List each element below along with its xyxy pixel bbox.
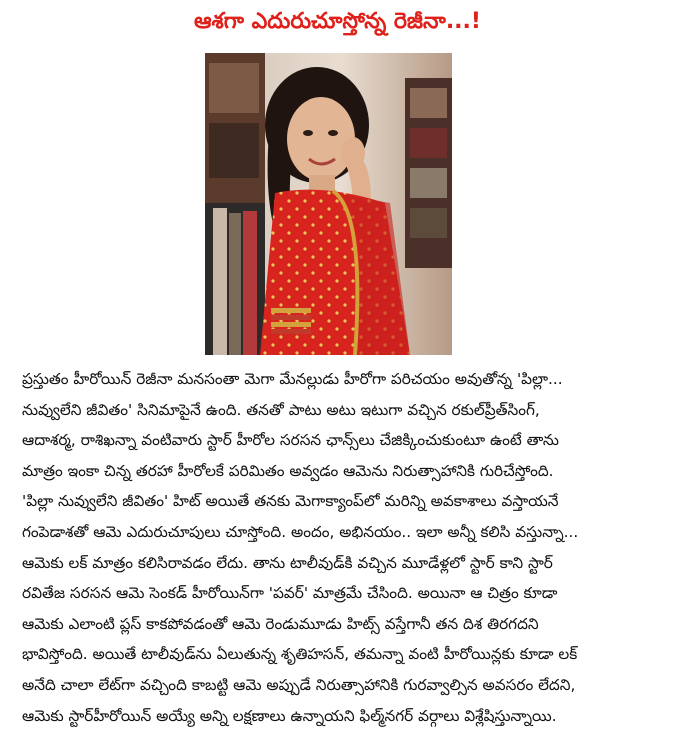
article-photo [205,53,452,355]
article-line: భావిస్తోంది. అయితే టాలీవుడ్‌ను ఏలుతున్న శృతిహసన్, తమన్నా వంటి హీరోయిన్లకు కూడా లక్ [22,645,578,664]
article-line: అనేది చాలా లేట్‌గా వచ్చింది కాబట్టి ఆమె అప్పుడే నిరుత్సాహానికి గురవ్వాల్సిన అవసరం లేదని, [22,675,576,694]
article-line: ప్రస్తుతం హీరోయిన్ రెజీనా మనసంతా మెగా మేనల్లుడు హీరోగా పరిచయం అవుతోన్న 'పిల్లా... [22,370,563,388]
article-line: రవితేజ సరసన ఆమె సెంకడ్ హీరోయిన్‌గా 'పవర్' మాత్రమే చేసింది. అయినా ఆ చిత్రం కూడా [22,584,558,603]
article-line: ఆమెకు లక్ మాత్రం కలిసిరావడం లేదు. తాను టాలీవుడ్‌కి వచ్చిన మూడేళ్లలో స్టార్ కాని స్టార్ [22,553,553,572]
article-body [22,364,662,731]
article-line: ఆదాశర్మ, రాశిఖన్నా వంటివారు స్టార్ హీరోల సరసన ఛాన్స్‌లు చేజిక్కించుకుంటూ ఉంటే తాను [22,431,559,450]
article-line: ఆమెకు స్టార్‌హీరోయిన్ అయ్యే అన్ని లక్షణాలు ఉన్నాయని ఫిల్మ్‌నగర్ వర్గాలు విశ్లేషిస్తున్నాయి. [22,706,557,725]
article-line: మాత్రం ఇంకా చిన్న తరహా హీరోలకే పరిమితం అవ్వడం ఆమెను నిరుత్సాహానికి గురిచేస్తోంది. [22,461,554,480]
article-line: గంపెడాశతో ఆమె ఎదురుచూపులు చూస్తోంది. అందం, అభినయం.. ఇలా అన్నీ కలిసి వస్తున్నా... [22,522,579,541]
article-line: ఆమెకు ఎలాంటి ప్లస్ కాకపోవడంతో ఆమె రెండుమూడు హిట్స్ వస్తేగానీ తన దిశ తిరగదని [22,614,539,633]
article-line: 'పిల్లా నువ్వులేని జీవితం' హిట్ అయితే తనకు మెగాక్యాంప్‌లో మరిన్ని అవకాశాలు వస్తాయనే [22,492,559,511]
article-line: నువ్వులేని జీవితం' సినిమాపైనే ఉంది. తనతో పాటు అటు ఇటుగా వచ్చిన రకుల్‌ప్రీత్‌సింగ్, [22,400,540,419]
article-headline: ఆశగా ఎదురుచూస్తోన్న రెజీనా...! [194,9,481,34]
actress-photo-illustration [205,53,452,355]
